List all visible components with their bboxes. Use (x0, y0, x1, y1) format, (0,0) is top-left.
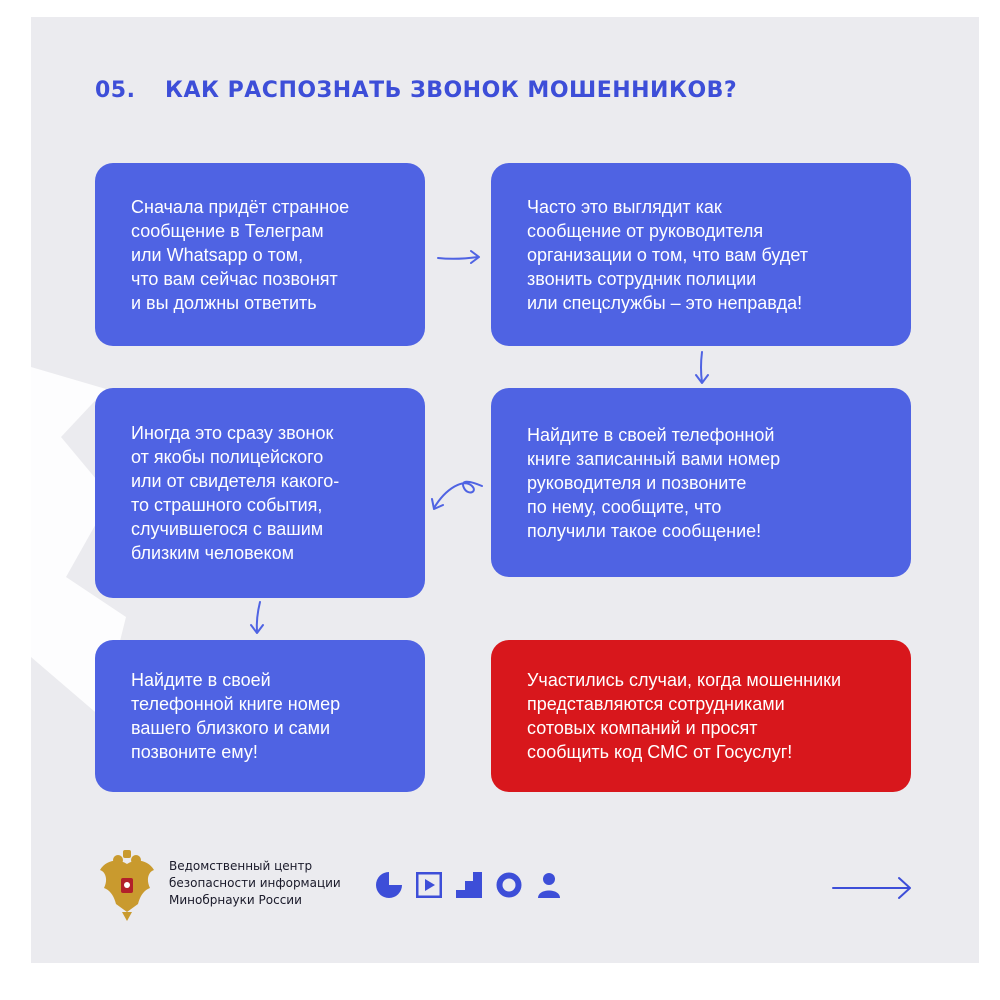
step-text: Сначала придёт странное сообщение в Телеграм или Whatsapp о том, что вам сейчас позвонят и вы должны ответить (131, 196, 350, 313)
stairs-icon (456, 872, 482, 898)
arrow-down-icon (246, 600, 268, 636)
section-number: 05. (95, 78, 136, 103)
step-text: Найдите в своей телефонной книге номер вашего близкого и сами позвоните ему! (131, 670, 341, 762)
page-title (95, 78, 737, 103)
step-text: Найдите в своей телефонной книге записанный вами номер руководителя и позвоните по нему, сообщите, что получили такое сообщение! (527, 424, 781, 541)
step-box-3 (491, 388, 911, 577)
curly-arrow-left-icon (428, 474, 484, 514)
step-box-4 (95, 388, 425, 598)
step-box-1 (95, 163, 425, 346)
quarter-circle-icon (376, 872, 402, 898)
double-headed-eagle-emblem (96, 850, 158, 922)
title-text: КАК РАСПОЗНАТЬ ЗВОНОК МОШЕННИКОВ? (165, 78, 738, 103)
play-square-icon (416, 872, 442, 898)
ring-icon (496, 872, 522, 898)
arrow-right-icon (436, 248, 482, 268)
arrow-right-icon[interactable] (831, 875, 913, 901)
brand-logo-icons (376, 872, 562, 898)
step-text: Иногда это сразу звонок от якобы полицейского или от свидетеля какого- то страшного события, случившегося с вашим близким человеком (131, 423, 340, 563)
warning-box (491, 640, 911, 792)
step-box-2 (491, 163, 911, 346)
arrow-down-icon (692, 350, 712, 386)
person-icon (536, 872, 562, 898)
step-box-5 (95, 640, 425, 792)
warning-text: Участились случаи, когда мошенники представляются сотрудниками сотовых компаний и просят сообщить код СМС от Госуслуг! (527, 670, 842, 762)
step-text: Часто это выглядит как сообщение от руководителя организации о том, что вам будет звонить сотрудник полиции или спецслужбы – это неправда! (527, 196, 808, 313)
organization-name: Ведомственный центр безопасности информации Минобрнауки России (169, 859, 341, 907)
